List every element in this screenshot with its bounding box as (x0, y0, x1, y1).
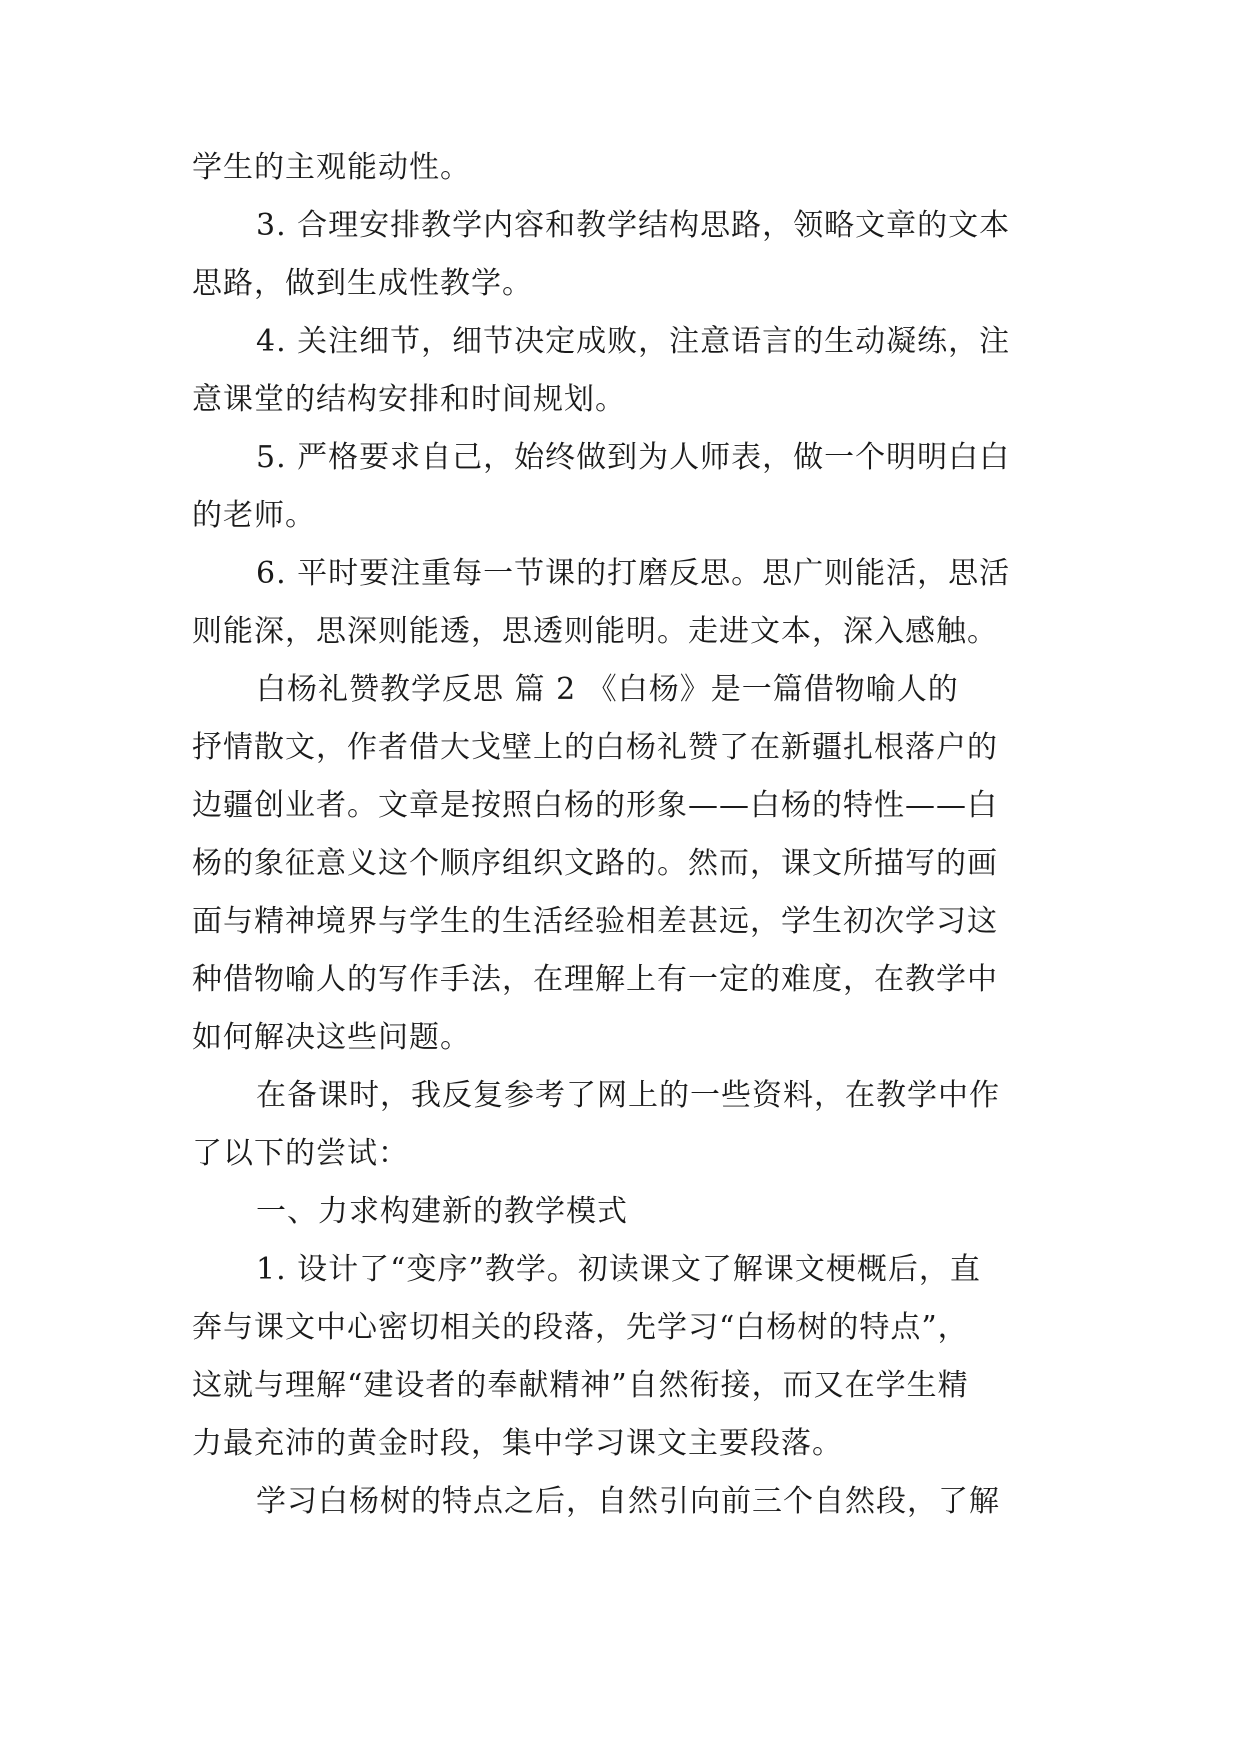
section-heading-line: 白杨礼赞教学反思 篇 2 《白杨》是一篇借物喻人的 (256, 672, 959, 707)
text-line: 思路，做到生成性教学。 (192, 266, 533, 301)
text-line: 杨的象征意义这个顺序组织文路的。然而，课文所描写的画 (192, 846, 998, 881)
text-line: 奔与课文中心密切相关的段落，先学习“白杨树的特点”， (192, 1310, 969, 1345)
text-line: 力最充沛的黄金时段，集中学习课文主要段落。 (192, 1426, 843, 1461)
text-line: 抒情散文，作者借大戈壁上的白杨礼赞了在新疆扎根落户的 (192, 730, 998, 765)
text-line: 则能深，思深则能透，思透则能明。走进文本，深入感触。 (192, 614, 998, 649)
text-line: 面与精神境界与学生的生活经验相差甚远，学生初次学习这 (192, 904, 998, 939)
text-line: 了以下的尝试： (192, 1136, 409, 1171)
text-line: 4. 关注细节，细节决定成败，注意语言的生动凝练，注 (256, 324, 1011, 359)
text-line: 1. 设计了“变序”教学。初读课文了解课文梗概后，直 (256, 1252, 981, 1287)
subheading-line: 一、力求构建新的教学模式 (256, 1194, 628, 1229)
text-line: 学习白杨树的特点之后，自然引向前三个自然段，了解 (256, 1484, 1000, 1519)
text-line: 的老师。 (192, 498, 316, 533)
text-line: 种借物喻人的写作手法，在理解上有一定的难度，在教学中 (192, 962, 998, 997)
text-line: 学生的主观能动性。 (192, 150, 471, 185)
text-line: 边疆创业者。文章是按照白杨的形象——白杨的特性——白 (192, 788, 998, 823)
text-line: 6. 平时要注重每一节课的打磨反思。思广则能活，思活 (256, 556, 1011, 591)
text-line: 3. 合理安排教学内容和教学结构思路，领略文章的文本 (256, 208, 1011, 243)
text-line: 意课堂的结构安排和时间规划。 (192, 382, 626, 417)
text-line: 如何解决这些问题。 (192, 1020, 471, 1055)
text-line: 5. 严格要求自己，始终做到为人师表，做一个明明白白 (256, 440, 1011, 475)
text-line: 这就与理解“建设者的奉献精神”自然衔接，而又在学生精 (192, 1368, 969, 1403)
text-line: 在备课时，我反复参考了网上的一些资料，在教学中作 (256, 1078, 1000, 1113)
